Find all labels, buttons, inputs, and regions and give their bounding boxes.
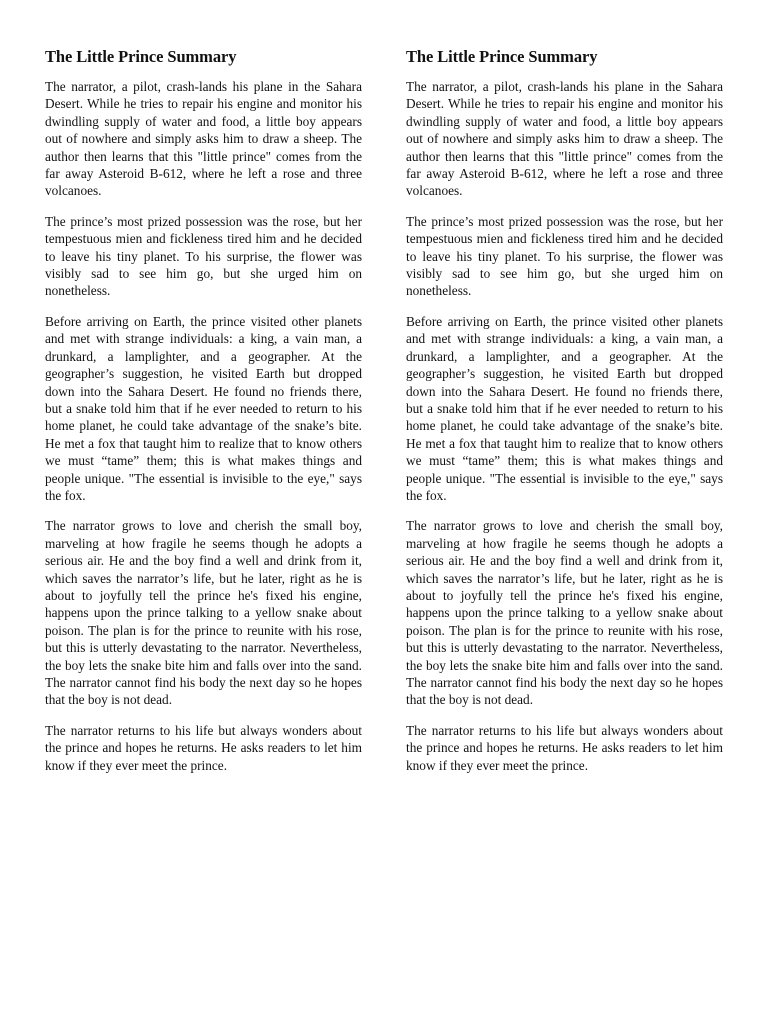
paragraph: Before arriving on Earth, the prince visited other planets and met with strange individuals: a king, a vain man, a drunkard, a lamplighter, and a geographer. At the geographer’s suggestion, he visited Earth but dropped down into the Sahara Desert. He found no friends there, but a snake told him that if he ever needed to return to his home planet, he could take advantage of the snake’s bite. He met a fox that taught him to realize that to know others we must “tame” them; this is what makes things and people unique. "The essential is invisible to the eye," says the fox. <box>406 313 723 503</box>
paragraph: The narrator returns to his life but always wonders about the prince and hopes he returns. He asks readers to let him know if they ever meet the prince. <box>406 722 723 773</box>
paragraph: The narrator grows to love and cherish the small boy, marveling at how fragile he seems though he adopts a serious air. He and the boy find a well and drink from it, which saves the narrator’s life, but he later, right as he is about to joyfully tell the prince he's fixed his engine, happens upon the prince talking to a yellow snake about poison. The plan is for the prince to reunite with his rose, but this is utterly devastating to the narrator. Nevertheless, the boy lets the snake bite him and falls over into the sand. The narrator cannot find his body the next day so he hopes that the boy is not dead. <box>406 518 723 708</box>
paragraph: The narrator, a pilot, crash-lands his plane in the Sahara Desert. While he tries to repair his engine and monitor his dwindling supply of water and food, a little boy appears out of nowhere and simply asks him to draw a sheep. The author then learns that this "little prince" comes from the far away Asteroid B-612, where he left a rose and three volcanoes. <box>406 79 723 199</box>
paragraph: The narrator grows to love and cherish the small boy, marveling at how fragile he seems though he adopts a serious air. He and the boy find a well and drink from it, which saves the narrator’s life, but he later, right as he is about to joyfully tell the prince he's fixed his engine, happens upon the prince talking to a yellow snake about poison. The plan is for the prince to reunite with his rose, but this is utterly devastating to the narrator. Nevertheless, the boy lets the snake bite him and falls over into the sand. The narrator cannot find his body the next day so he hopes that the boy is not dead. <box>45 518 362 708</box>
paragraph: Before arriving on Earth, the prince visited other planets and met with strange individuals: a king, a vain man, a drunkard, a lamplighter, and a geographer. At the geographer’s suggestion, he visited Earth but dropped down into the Sahara Desert. He found no friends there, but a snake told him that if he ever needed to return to his home planet, he could take advantage of the snake’s bite. He met a fox that taught him to realize that to know others we must “tame” them; this is what makes things and people unique. "The essential is invisible to the eye," says the fox. <box>45 313 362 503</box>
left-column <box>45 46 362 787</box>
page-title: The Little Prince Summary <box>406 47 598 66</box>
paragraph: The prince’s most prized possession was the rose, but her tempestuous mien and fickleness tired him and he decided to leave his tiny planet. To his surprise, the flower was visibly sad to see him go, but she urged him on nonetheless. <box>45 213 362 299</box>
paragraph: The narrator, a pilot, crash-lands his plane in the Sahara Desert. While he tries to repair his engine and monitor his dwindling supply of water and food, a little boy appears out of nowhere and simply asks him to draw a sheep. The author then learns that this "little prince" comes from the far away Asteroid B-612, where he left a rose and three volcanoes. <box>45 79 362 199</box>
right-column <box>406 46 723 787</box>
paragraph: The prince’s most prized possession was the rose, but her tempestuous mien and fickleness tired him and he decided to leave his tiny planet. To his surprise, the flower was visibly sad to see him go, but she urged him on nonetheless. <box>406 213 723 299</box>
page-title: The Little Prince Summary <box>45 47 237 66</box>
paragraph: The narrator returns to his life but always wonders about the prince and hopes he returns. He asks readers to let him know if they ever meet the prince. <box>45 722 362 773</box>
